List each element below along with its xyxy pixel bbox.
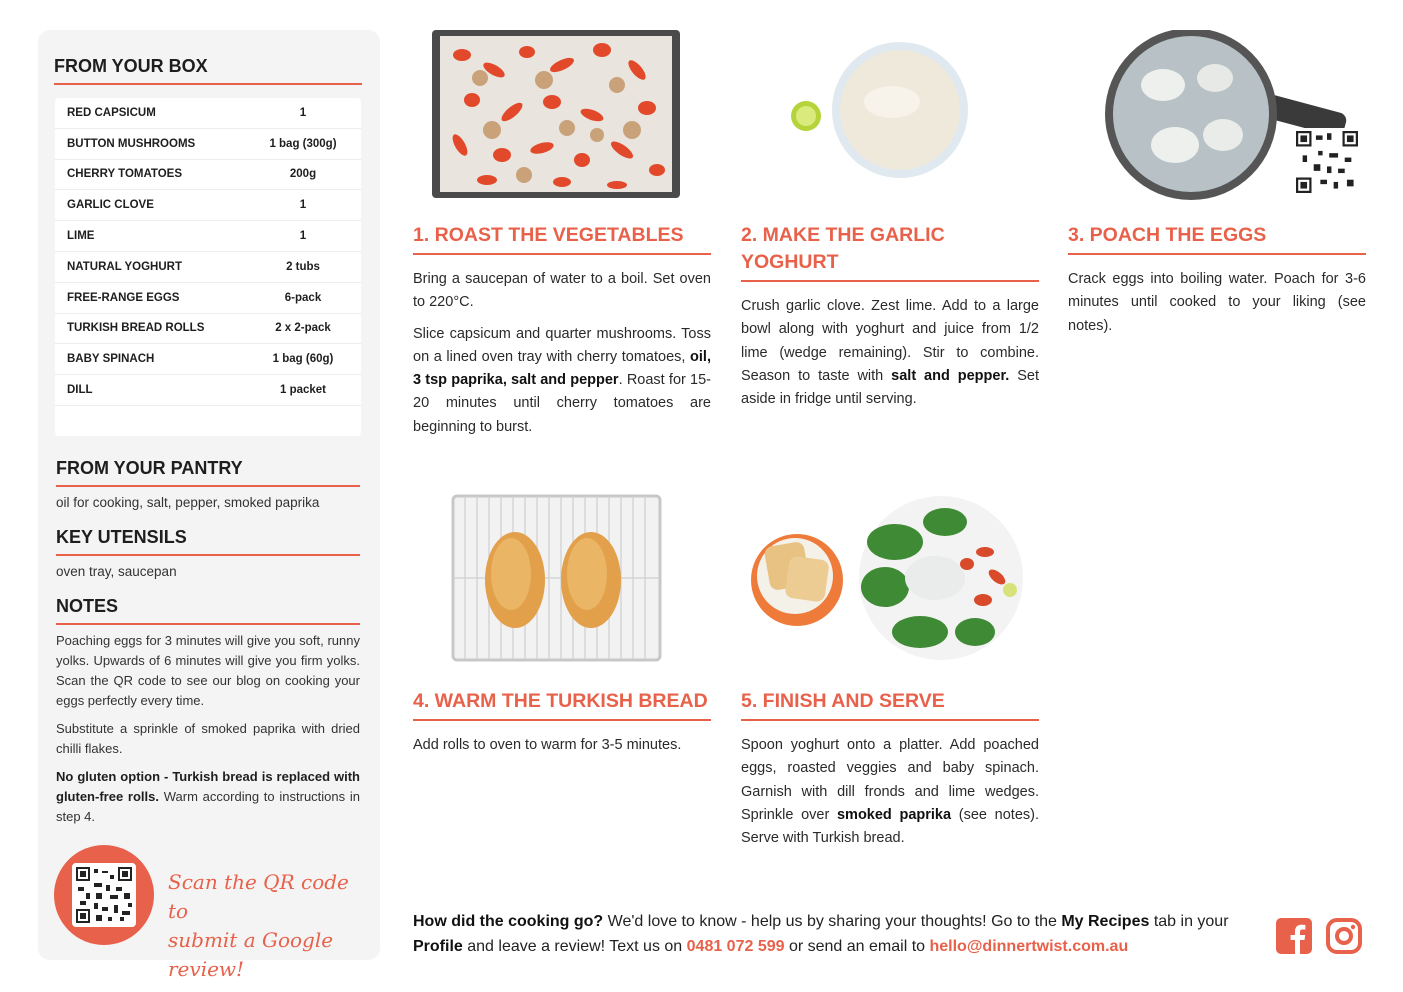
step-text: . Roast for 15-20 minutes until cherry tomatoes are beginning to burst.: [413, 372, 712, 435]
ingredient-qty: 6-pack: [284, 291, 322, 304]
scan-line: submit a Google review!: [168, 928, 334, 981]
step-3: [1068, 222, 1366, 346]
step-text: (see notes). Serve with Turkish bread.: [741, 806, 1039, 847]
step-3-title: 3. POACH THE EGGS: [1068, 222, 1366, 255]
facebook-icon[interactable]: [1276, 918, 1312, 954]
notes-text: [56, 631, 360, 835]
roasted-vegetables-photo: [432, 30, 680, 198]
ingredient-qty: 1: [299, 106, 307, 119]
step-text: Spoon yoghurt onto a platter. Add poached eggs, roasted veggies and baby spinach. Garnish with dill fronds and lime wedges. Sprinkle over: [741, 737, 1039, 823]
ingredient-qty: 200g: [289, 168, 317, 181]
qr-code-icon: [72, 863, 136, 927]
step-4-title: 4. WARM THE TURKISH BREAD: [413, 688, 711, 721]
feedback-footer: [413, 909, 1263, 959]
gluten-option-text: Warm according to instructions in step 4.: [56, 789, 361, 824]
table-row: [55, 314, 361, 345]
step-1-body: [413, 268, 711, 439]
notes-title: NOTES: [56, 596, 360, 625]
ingredient-name: FREE-RANGE EGGS: [67, 291, 180, 304]
instagram-icon[interactable]: [1326, 918, 1362, 954]
review-qr-badge: [54, 845, 154, 945]
step-paragraph: Crack eggs into boiling water. Poach for 3-6 minutes until cooked to your liking (see notes).: [1068, 271, 1366, 334]
finished-dish-photo: [745, 492, 1030, 662]
footer-text: tab in your: [1149, 913, 1229, 930]
table-row: [55, 252, 361, 283]
step-3-body: [1068, 268, 1366, 338]
step-5: [741, 688, 1039, 858]
step-paragraph: [741, 295, 1039, 411]
step-bold-text: oil, 3 tsp paprika, salt and pepper: [413, 348, 711, 389]
ingredient-name: CHERRY TOMATOES: [67, 168, 183, 181]
ingredient-name: BABY SPINACH: [67, 353, 155, 366]
table-row: [55, 221, 361, 252]
ingredient-qty: 1 packet: [279, 384, 327, 397]
ingredient-qty: 2 tubs: [286, 260, 320, 273]
step-bold-text: smoked paprika: [836, 806, 952, 823]
turkish-bread-photo: [451, 494, 662, 662]
ingredient-name: TURKISH BREAD ROLLS: [67, 322, 205, 335]
email-link[interactable]: hello@dinnertwist.com.au: [929, 938, 1129, 955]
step-1: [413, 222, 711, 447]
ingredient-qty: 1 bag (60g): [272, 353, 334, 366]
phone-link[interactable]: 0481 072 599: [686, 938, 785, 955]
garlic-yoghurt-photo: [780, 40, 980, 185]
ingredient-name: RED CAPSICUM: [67, 106, 156, 119]
note-paragraph: [56, 767, 360, 827]
note-paragraph: Poaching eggs for 3 minutes will give you soft, runny yolks. Upwards of 6 minutes will give you firm yolks. Scan the QR code to see our blog on cooking your eggs perfectly every time.: [56, 633, 360, 708]
ingredient-qty: 1 bag (300g): [269, 137, 337, 150]
ingredient-qty: 1: [299, 230, 307, 243]
footer-text: and leave a review! Text us on: [462, 938, 687, 955]
ingredient-name: BUTTON MUSHROOMS: [67, 137, 196, 150]
gluten-option-label: No gluten option - Turkish bread is replaced with gluten-free rolls.: [56, 769, 360, 804]
step-5-body: [741, 734, 1039, 850]
my-recipes-label: My Recipes: [1061, 913, 1150, 930]
box-title: FROM YOUR BOX: [54, 56, 362, 85]
step-text: Crush garlic clove. Zest lime. Add to a large bowl along with yoghurt and juice from 1/2 lime (wedge remaining). Stir to combine. Season to taste with: [741, 298, 1039, 384]
profile-label: Profile: [413, 938, 463, 955]
step-paragraph: [741, 734, 1039, 850]
pantry-title: FROM YOUR PANTRY: [56, 458, 360, 487]
step-5-title: 5. FINISH AND SERVE: [741, 688, 1039, 721]
pantry-text: oil for cooking, salt, pepper, smoked paprika: [56, 495, 320, 510]
table-row: [55, 160, 361, 191]
step-title-line: YOGHURT: [741, 251, 839, 273]
step-paragraph: Bring a saucepan of water to a boil. Set oven to 220°C.: [413, 271, 711, 311]
table-row: [55, 344, 361, 375]
note-paragraph: Substitute a sprinkle of smoked paprika with dried chilli flakes.: [56, 721, 360, 756]
step-paragraph: [413, 323, 711, 439]
step-1-title: 1. ROAST THE VEGETABLES: [413, 222, 711, 255]
step-paragraph: Add rolls to oven to warm for 3-5 minutes.: [413, 737, 682, 753]
ingredient-name: DILL: [67, 384, 93, 397]
ingredient-name: GARLIC CLOVE: [67, 199, 154, 212]
step-text: Set aside in fridge until serving.: [741, 367, 1040, 408]
step-2-body: [741, 295, 1039, 411]
table-row: [55, 283, 361, 314]
step-bold-text: salt and pepper.: [891, 367, 1010, 384]
step-2: [741, 222, 1039, 419]
ingredients-panel: [38, 30, 380, 981]
footer-question: How did the cooking go?: [413, 913, 604, 930]
table-row: [55, 129, 361, 160]
utensils-title: KEY UTENSILS: [56, 527, 360, 556]
footer-text: or send an email to: [784, 938, 930, 955]
step-text: Slice capsicum and quarter mushrooms. Toss on a lined oven tray with cherry tomatoes,: [413, 325, 711, 365]
ingredient-qty: 2 x 2-pack: [275, 322, 331, 335]
table-row: [55, 98, 361, 129]
ingredient-name: NATURAL YOGHURT: [67, 260, 182, 273]
footer-text: We'd love to know - help us by sharing your thoughts! Go to the: [603, 913, 1062, 930]
step-4: [413, 688, 711, 765]
scan-review-text: [168, 868, 368, 984]
step-2-title: [741, 222, 1039, 282]
table-row: [55, 375, 361, 406]
table-row: [55, 190, 361, 221]
ingredient-qty: 1: [299, 199, 307, 212]
scan-line: Scan the QR code to: [168, 870, 349, 923]
step-title-line: 2. MAKE THE GARLIC: [741, 224, 945, 246]
ingredient-name: LIME: [67, 230, 95, 243]
blog-qr-code-icon: [1292, 128, 1362, 196]
step-4-body: [413, 734, 711, 757]
ingredients-table: [55, 98, 361, 436]
utensils-text: oven tray, saucepan: [56, 564, 177, 579]
